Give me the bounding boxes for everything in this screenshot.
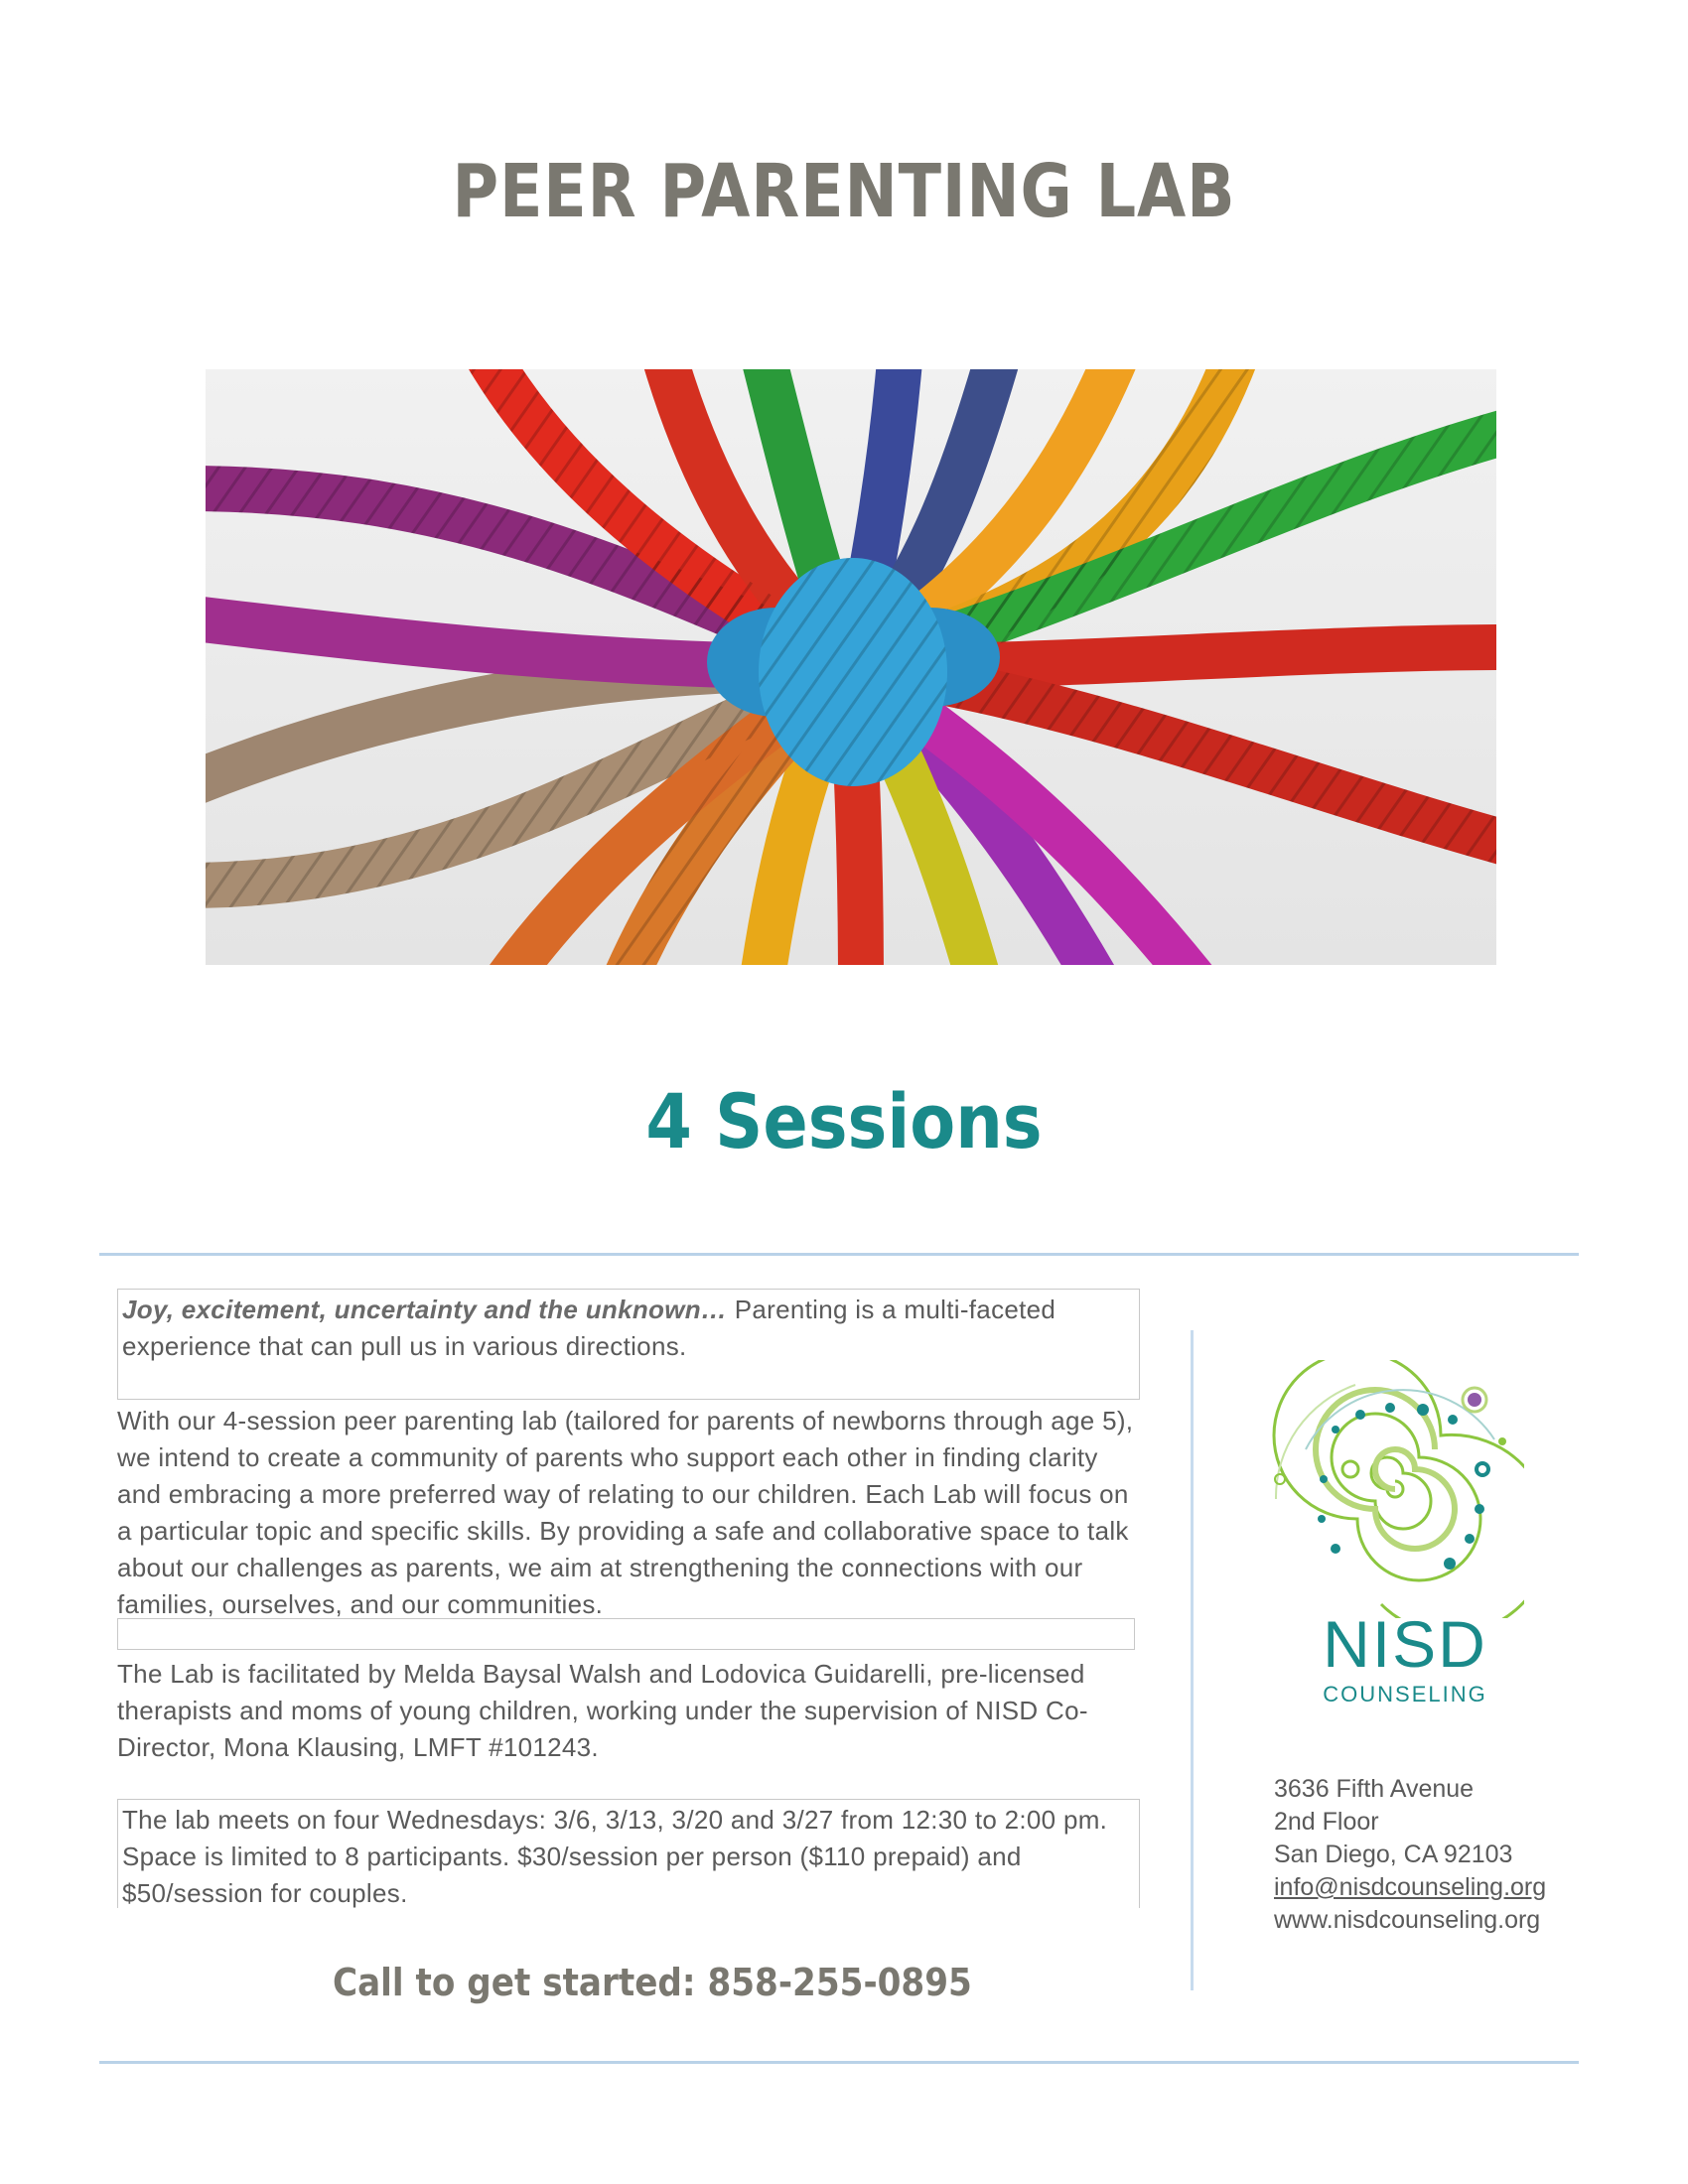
vertical-divider [1191, 1330, 1194, 1990]
facilitators-paragraph: The Lab is facilitated by Melda Baysal Walsh and Lodovica Guidarelli, pre-licensed therapists and moms of young children, working under the supervision of NISD Co-Director, Mona Klausing, LMFT #101243. [117, 1659, 1088, 1762]
intro-rest: Parenting is a multi-faceted experience that can pull us in various directions. [122, 1295, 1056, 1361]
intro-lead: Joy, excitement, uncertainty and the unknown… [122, 1295, 728, 1324]
website-text: www.nisdcounseling.org [1274, 1906, 1541, 1934]
address-line-1: 3636 Fifth Avenue [1274, 1775, 1475, 1803]
empty-text-box [117, 1618, 1135, 1650]
address-line-2: 2nd Floor [1274, 1808, 1379, 1836]
description-paragraph: With our 4-session peer parenting lab (tailored for parents of newborns through age 5), we intend to create a community of parents who support each other in finding clarity and embracing a more preferred way of relating to our children. Each Lab will focus on a particular topic and specific skills. By providing a safe and collaborative space to talk about our challenges as parents, we aim at strengthening the connections with our families, ourselves, and our communities. [117, 1406, 1134, 1619]
email-link[interactable]: info@nisdcounseling.org [1274, 1873, 1547, 1901]
address-line-3: San Diego, CA 92103 [1274, 1841, 1513, 1868]
page-title: PEER PARENTING LAB [452, 149, 1236, 234]
top-divider [99, 1253, 1579, 1256]
bottom-divider [99, 2061, 1579, 2064]
schedule-paragraph: The lab meets on four Wednesdays: 3/6, 3/13, 3/20 and 3/27 from 12:30 to 2:00 pm. Space is limited to 8 participants. $30/session per person ($110 prepaid) and $50/session for couples. [117, 1799, 1140, 1908]
brand-subtitle: COUNSELING [1323, 1682, 1487, 1706]
contact-address [1274, 1773, 1546, 1937]
call-to-action: Call to get started: 858-255-0895 [333, 1961, 972, 2004]
sessions-heading: 4 Sessions [645, 1077, 1043, 1165]
knotted-ropes-image [206, 369, 1496, 965]
brand-name: NISD [1323, 1607, 1487, 1681]
intro-paragraph [117, 1289, 1140, 1400]
